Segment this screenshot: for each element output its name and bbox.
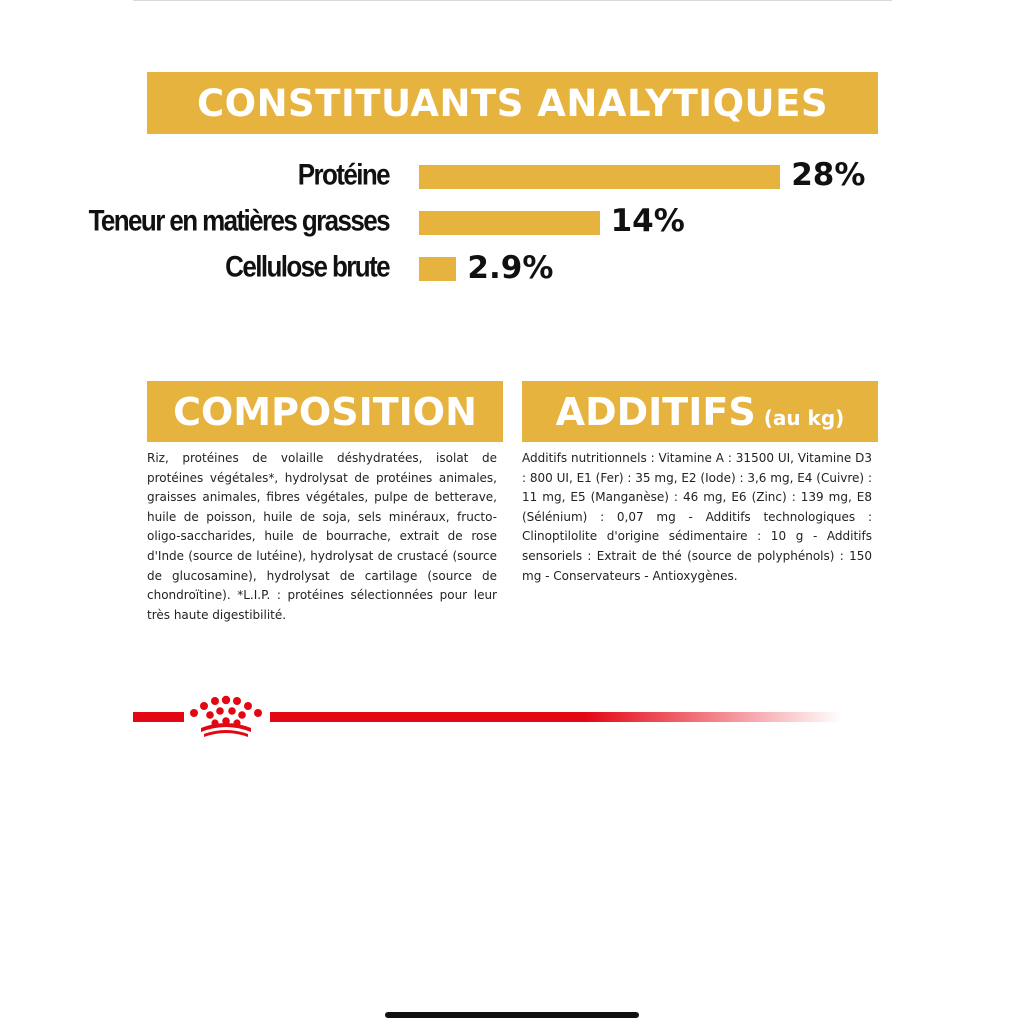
- bar-value-fat: 14%: [610, 203, 685, 239]
- bar-value-protein: 28%: [791, 157, 866, 193]
- brand-line-left: [133, 712, 184, 722]
- row-label-protein: Protéine: [297, 156, 389, 192]
- bar-value-fiber: 2.9%: [467, 250, 554, 286]
- row-label-fat: Teneur en matières grasses: [88, 202, 389, 238]
- top-divider: [133, 0, 892, 1]
- bar-protein: [419, 165, 780, 189]
- additives-title-main: ADDITIFS: [555, 389, 756, 434]
- row-label-fiber: Cellulose brute: [225, 248, 389, 284]
- additives-title: [522, 381, 878, 442]
- composition-title: COMPOSITION: [147, 381, 503, 442]
- additives-title-suffix: (au kg): [763, 405, 845, 430]
- analytical-title: CONSTITUANTS ANALYTIQUES: [147, 72, 878, 134]
- brand-line-right: [270, 712, 842, 722]
- bar-fiber: [419, 257, 456, 281]
- bar-fat: [419, 211, 600, 235]
- home-indicator[interactable]: [385, 1012, 639, 1018]
- crown-logo-icon: [187, 694, 265, 740]
- additives-text: Additifs nutritionnels : Vitamine A : 31500 UI, Vitamine D3 : 800 UI, E1 (Fer) : 35 mg, E2 (Iode) : 3,6 mg, E4 (Cuivre) : 11 mg, E5 (Manganèse) : 46 mg, E6 (Zinc) : 139 mg, E8 (Sélénium) : 0,07 mg - Additifs technologiques : Clinoptilolite d'origine sédimentaire : 10 g - Additifs sensoriels : Extrait de thé (source de polyphénols) : 150 mg - Conservateurs - Antioxygènes.: [522, 451, 872, 583]
- composition-text: Riz, protéines de volaille déshydratées, isolat de protéines végétales*, hydrolysat de protéines animales, graisses animales, fibres végétales, pulpe de betterave, huile de poisson, huile de soja, sels minéraux, fructo-oligo-saccharides, huile de bourrache, extrait de rose d'Inde (source de lutéine), hydrolysat de crustacé (source de glucosamine), hydrolysat de cartilage (source de chondroïtine). *L.I.P. : protéines sélectionnées pour leur très haute digestibilité.: [147, 451, 497, 622]
